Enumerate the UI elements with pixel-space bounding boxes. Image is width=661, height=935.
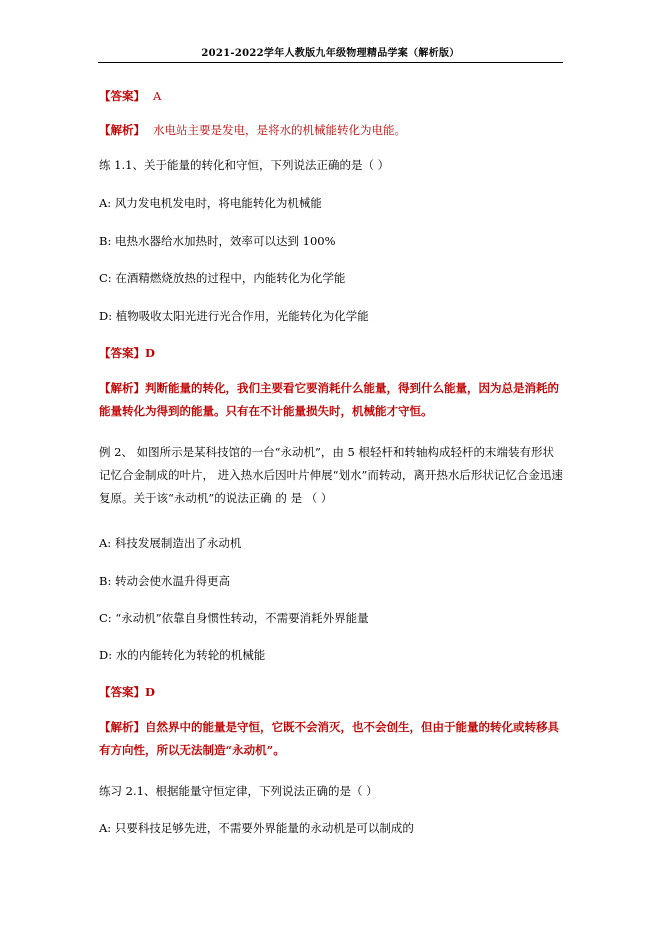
question-stem: 练习 2.1、根据能量守恒定律，下列说法正确的是（ ） [99, 784, 378, 798]
analysis-text: 自然界中的能量是守恒，它既不会消灭，也不会创生，但由于能量的转化或转移具有方向性，所以无法制造“永动机”。 [99, 720, 559, 757]
option-c: C: 在酒精燃烧放热的过程中，内能转化为化学能 [99, 271, 346, 285]
header-rule [98, 62, 563, 63]
analysis-tag: 【解析】 [99, 123, 145, 137]
analysis-line [99, 122, 406, 138]
option-d: D: 植物吸收太阳光进行光合作用，光能转化为化学能 [99, 309, 369, 323]
option-c: C: “永动机”依靠自身惯性转动，不需要消耗外界能量 [99, 611, 369, 625]
question-stem: 例 2、 如图所示是某科技馆的一台“永动机”，由 5 根轻杆和转轴构成轻杆的末端装有形状记忆合金制成的叶片， 进入热水后因叶片伸展“划水”而转动，离开热水后形状记忆合金迅速复原。关于该“永动机”的说法正确 的 是 （ ） [99, 445, 563, 505]
answer-tag: 【答案】 [99, 89, 145, 103]
answer-value: D [145, 346, 155, 360]
option-d: D: 水的内能转化为转轮的机械能 [99, 648, 266, 662]
analysis-text: 判断能量的转化，我们主要看它要消耗什么能量，得到什么能量，因为总是消耗的能量转化为得到的能量。只有在不计能量损失时，机械能才守恒。 [99, 381, 559, 418]
analysis-tag: 【解析】 [99, 381, 145, 395]
answer-value: D [145, 685, 155, 699]
analysis-paragraph [99, 377, 564, 423]
answer-line [99, 345, 155, 361]
option-b: B: 电热水器给水加热时，效率可以达到 100% [99, 234, 336, 248]
option-b: B: 转动会使水温升得更高 [99, 574, 230, 588]
answer-line [99, 88, 161, 104]
answer-line [99, 684, 155, 700]
answer-tag: 【答案】 [99, 346, 145, 360]
option-a: A: 科技发展制造出了永动机 [99, 536, 242, 550]
analysis-text: 水电站主要是发电，是将水的机械能转化为电能。 [153, 123, 406, 137]
analysis-tag: 【解析】 [99, 720, 145, 734]
question-stem: 练 1.1、关于能量的转化和守恒，下列说法正确的是（ ） [99, 158, 390, 172]
page-header: 2021-2022学年人教版九年级物理精品学案（解析版） [201, 48, 460, 59]
analysis-paragraph [99, 716, 564, 762]
answer-tag: 【答案】 [99, 685, 145, 699]
answer-value: A [153, 89, 162, 103]
option-a: A: 风力发电机发电时，将电能转化为机械能 [99, 196, 322, 210]
option-a: A: 只要科技足够先进，不需要外界能量的永动机是可以制成的 [99, 821, 414, 835]
